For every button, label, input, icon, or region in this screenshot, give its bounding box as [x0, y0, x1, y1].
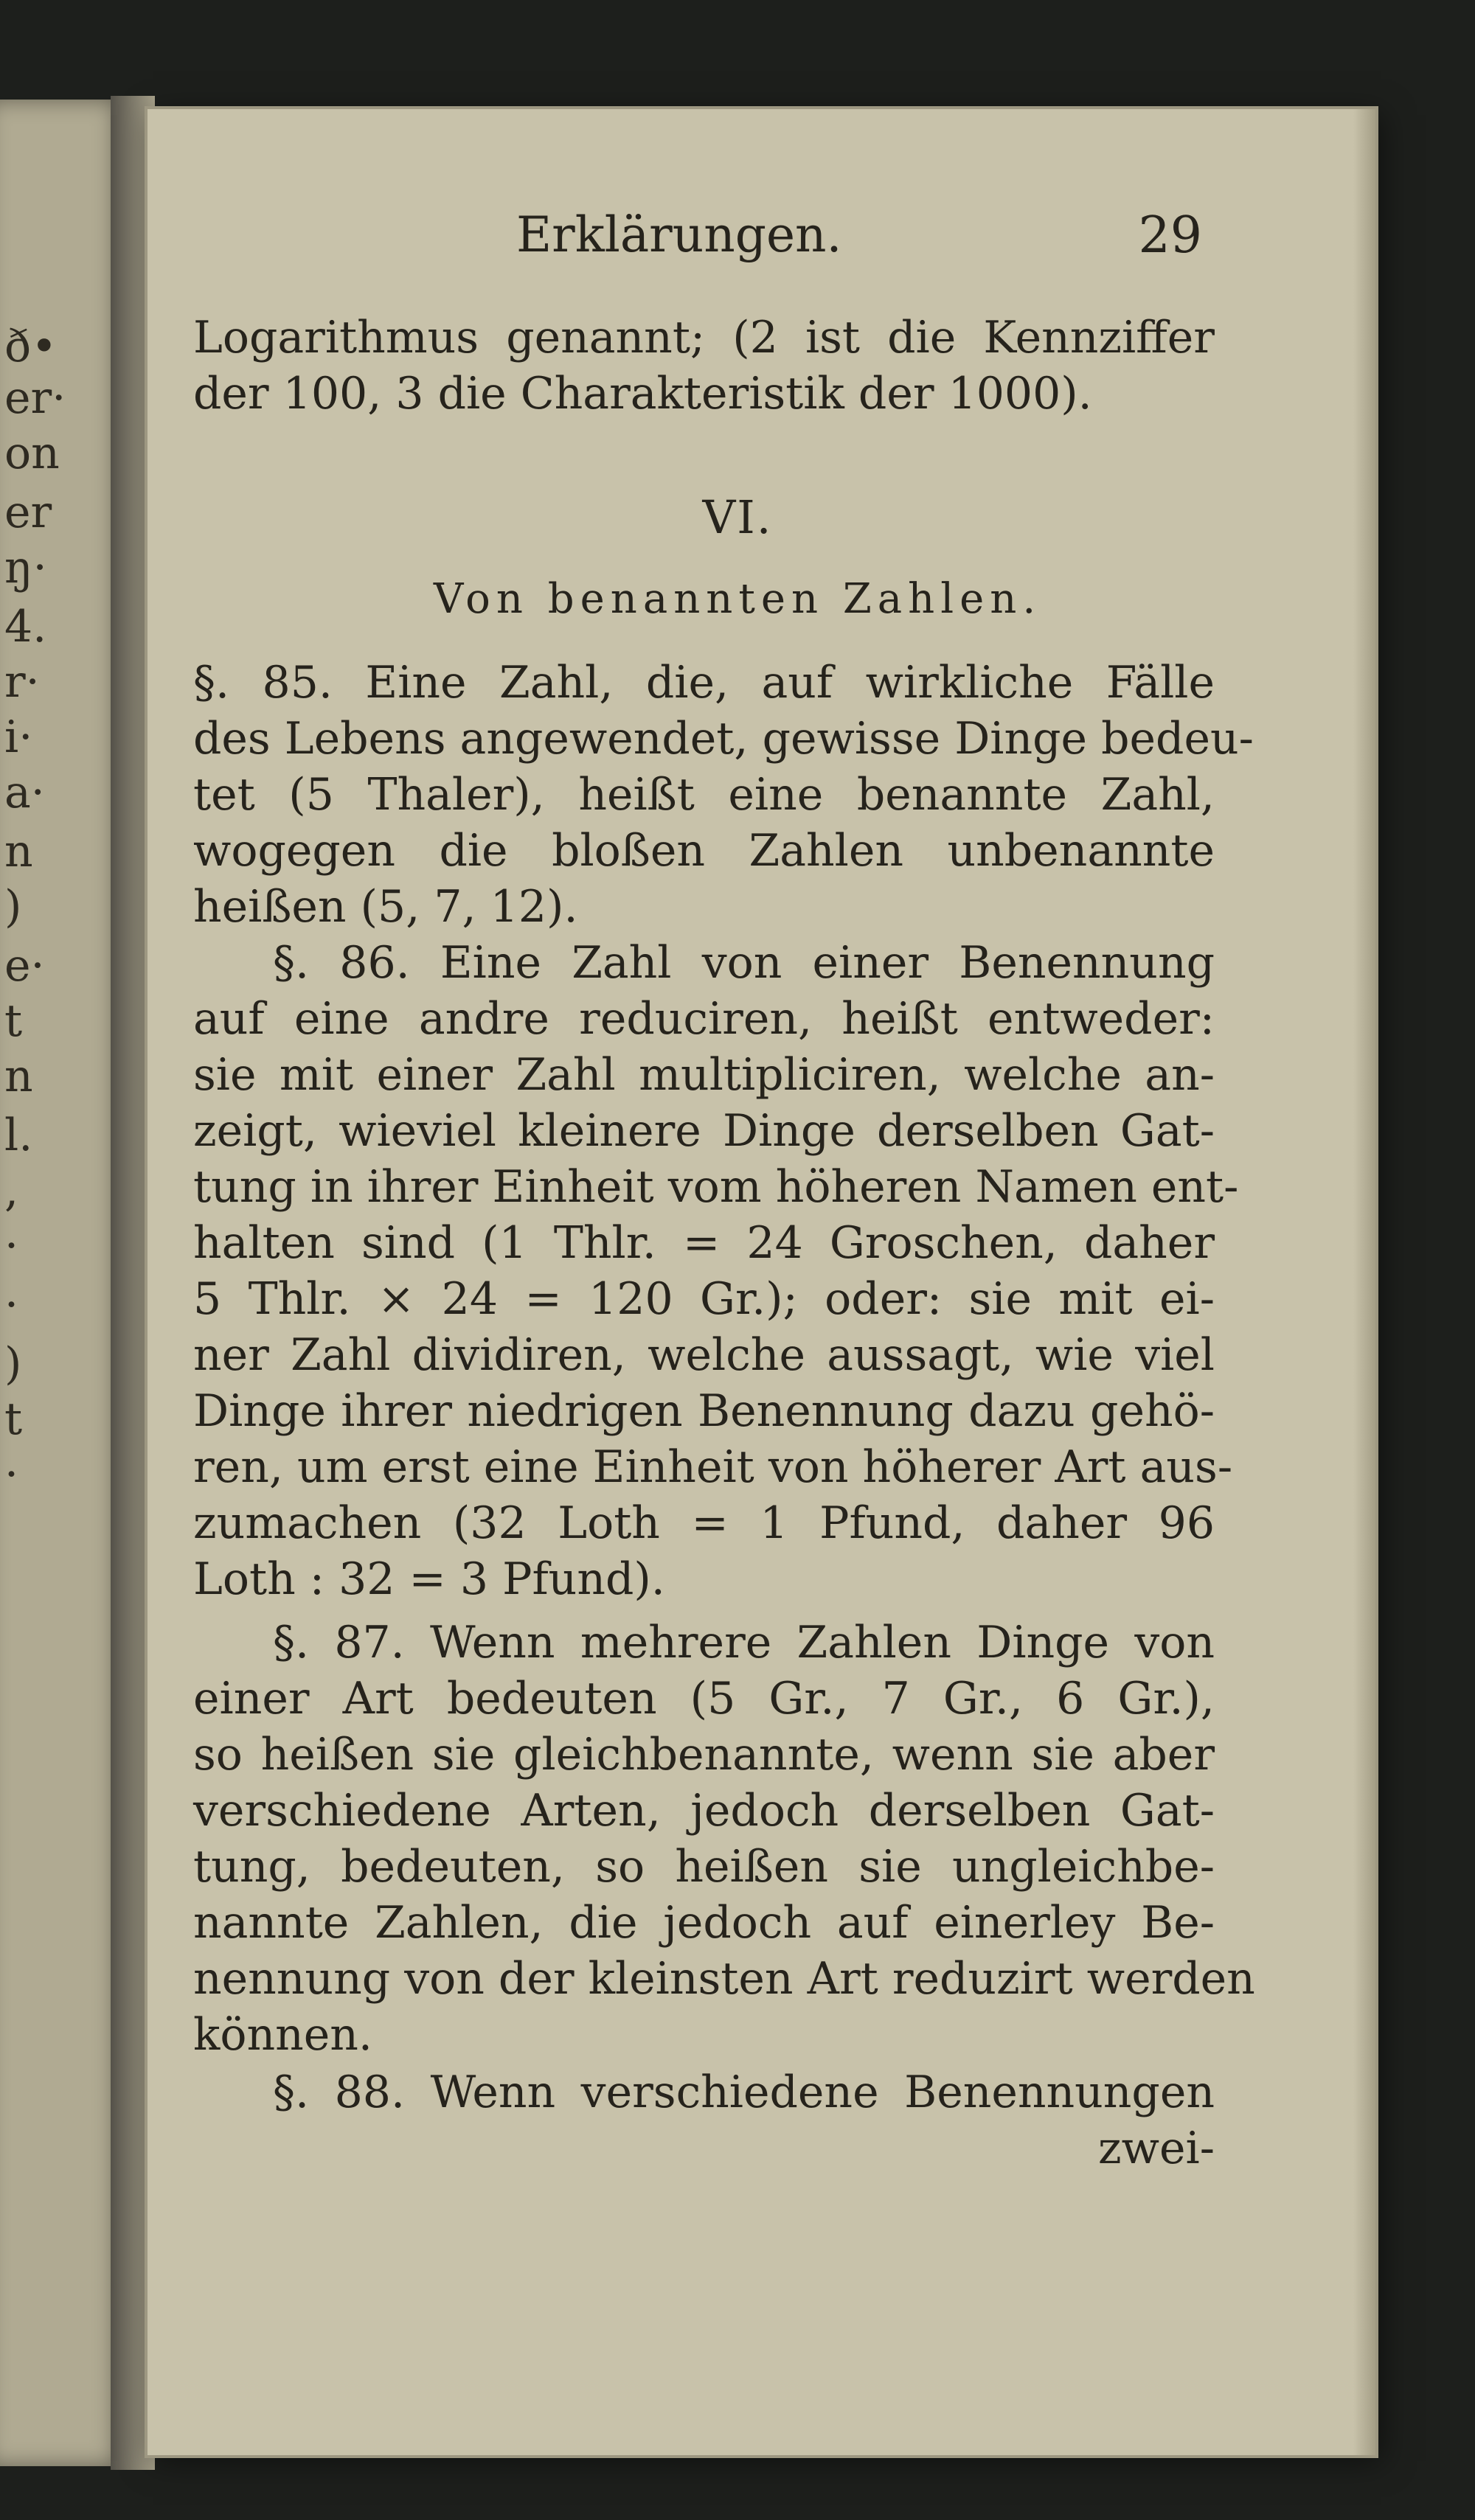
text-line: zeigt, wieviel kleinere Dinge derselben Gat- — [193, 1105, 1215, 1157]
text-line: §. 85. Eine Zahl, die, auf wirkliche Fälle — [193, 657, 1215, 709]
text-line: ren, um erst eine Einheit von höherer Art aus- — [193, 1441, 1233, 1493]
text-line: des Lebens angewendet, gewisse Dinge bedeu- — [193, 713, 1254, 765]
text-line: wogegen die bloßen Zahlen unbenannte — [193, 825, 1215, 877]
left-page-fragment: ŋ· — [4, 542, 47, 594]
left-page-fragment: , — [4, 1165, 19, 1217]
text-line: ner Zahl dividiren, welche aussagt, wie viel — [193, 1329, 1215, 1381]
left-page-fragment: n — [4, 826, 33, 877]
text-line: verschiedene Arten, jedoch derselben Gat- — [193, 1785, 1215, 1837]
left-page-fragment: l. — [4, 1110, 33, 1161]
text-line: nannte Zahlen, die jedoch auf einerley Be- — [193, 1897, 1215, 1949]
left-page-fragment: · — [4, 1279, 19, 1331]
text-line: Loth : 32 = 3 Pfund). — [193, 1553, 665, 1605]
text-line: 5 Thlr. × 24 = 120 Gr.); oder: sie mit ei- — [193, 1273, 1215, 1325]
section-number: VI. — [702, 490, 773, 544]
text-line: sie mit einer Zahl multipliciren, welche an- — [193, 1049, 1215, 1101]
text-line: tet (5 Thaler), heißt eine benannte Zahl, — [193, 769, 1215, 821]
left-page-fragment: ð• — [4, 321, 58, 372]
left-page-fragment: ) — [4, 881, 22, 933]
text-line: tung, bedeuten, so heißen sie ungleichbe- — [193, 1841, 1215, 1893]
catchword: zwei- — [1098, 2123, 1215, 2174]
text-line: tung in ihrer Einheit vom höheren Namen ent- — [193, 1161, 1239, 1213]
page-edge — [1353, 109, 1375, 2455]
text-line: zumachen (32 Loth = 1 Pfund, daher 96 — [193, 1497, 1215, 1549]
running-header — [369, 206, 1217, 288]
text-line: halten sind (1 Thlr. = 24 Groschen, daher — [193, 1217, 1215, 1269]
text-line: heißen (5, 7, 12). — [193, 881, 578, 933]
left-page-fragment: r· — [4, 656, 40, 708]
left-page-fragment: er· — [4, 372, 66, 424]
text-line: einer Art bedeuten (5 Gr., 7 Gr., 6 Gr.), — [193, 1673, 1215, 1724]
left-page-fragment: ) — [4, 1338, 22, 1390]
left-page-fragment: e· — [4, 940, 45, 992]
facing-page-left — [0, 100, 129, 2466]
text-line: §. 87. Wenn mehrere Zahlen Dinge von — [273, 1617, 1215, 1668]
left-page-fragment: t — [4, 995, 23, 1047]
left-page-fragment: · — [4, 1449, 19, 1500]
left-page-fragment: t — [4, 1393, 23, 1445]
left-page-fragment: on — [4, 428, 60, 479]
text-line: auf eine andre reduciren, heißt entweder: — [193, 993, 1215, 1045]
left-page-fragment: er — [4, 487, 52, 538]
left-page-fragment: · — [4, 1220, 19, 1272]
left-page-fragment: a· — [4, 767, 45, 818]
text-line: nennung von der kleinsten Art reduzirt werden — [193, 1953, 1255, 2005]
left-page-fragment: 4. — [4, 601, 47, 652]
page-number: 29 — [1138, 206, 1202, 265]
text-line: können. — [193, 2009, 372, 2061]
section-title: Von benannten Zahlen. — [433, 575, 1042, 623]
text-line: §. 86. Eine Zahl von einer Benennung — [273, 937, 1215, 989]
left-page-fragment: n — [4, 1051, 33, 1102]
running-title: Erklärungen. — [516, 206, 842, 263]
left-page-fragment: i· — [4, 711, 33, 763]
text-line: so heißen sie gleichbenannte, wenn sie aber — [193, 1729, 1215, 1781]
text-line: Logarithmus genannt; (2 ist die Kennziffer — [193, 312, 1215, 363]
text-line: Dinge ihrer niedrigen Benennung dazu gehö- — [193, 1385, 1215, 1437]
text-line: §. 88. Wenn verschiedene Benennungen — [273, 2067, 1215, 2118]
text-line: der 100, 3 die Charakteristik der 1000). — [193, 368, 1092, 420]
